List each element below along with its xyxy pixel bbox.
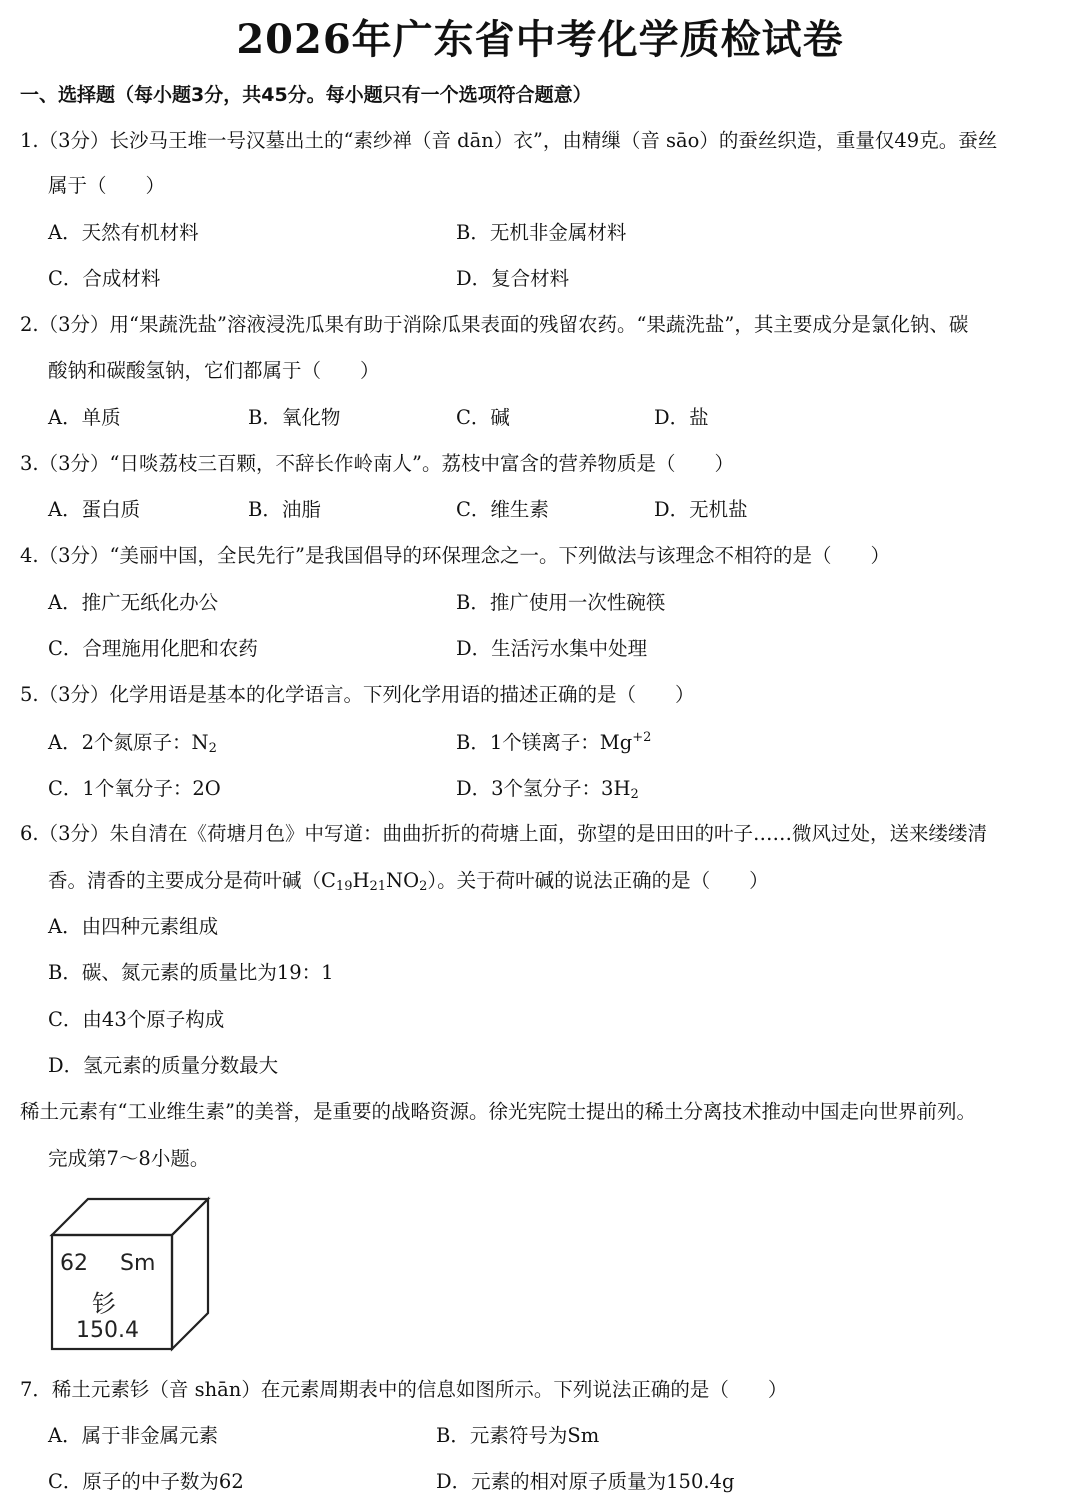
element-symbol: Sm [120, 1251, 156, 1276]
q4-option-b: B．推广使用一次性碗筷 [456, 591, 666, 614]
q4-stem-line1: 4.（3分）“美丽中国，全民先行”是我国倡导的环保理念之一。下列做法与该理念不相符的是（ ） [20, 544, 890, 567]
q2-option-b: B．氧化物 [248, 406, 341, 429]
q7-stem-line1: 7．稀土元素钐（音 shān）在元素周期表中的信息如图所示。下列说法正确的是（ ） [20, 1378, 788, 1401]
q6-option-a: A．由四种元素组成 [48, 915, 219, 938]
q4-option-c: C．合理施用化肥和农药 [48, 637, 258, 660]
q2-option-c: C．碱 [456, 406, 510, 429]
atomic-number: 62 [60, 1251, 88, 1276]
q5-option-b: B．1个镁离子：$Mg^{+2}$ [456, 730, 652, 754]
q3-stem-line1: 3.（3分）“日啖荔枝三百颗，不辞长作岭南人”。荔枝中富含的营养物质是（ ） [20, 452, 734, 475]
element-cell-figure [48, 1195, 212, 1353]
q6-stem-line1: 6.（3分）朱自清在《荷塘月色》中写道：曲曲折折的荷塘上面，弥望的是田田的叶子……微风过处，送来缕缕清 [20, 822, 988, 845]
q5-option-c: C．1个氧分子：2O [48, 777, 221, 800]
q3-option-a: A．蛋白质 [48, 498, 141, 521]
q1-option-b: B．无机非金属材料 [456, 221, 627, 244]
intro-line1: 稀土元素有“工业维生素”的美誉，是重要的战略资源。徐光宪院士提出的稀土分离技术推动中国走向世界前列。 [20, 1100, 976, 1123]
q6-stem-line2: 香。清香的主要成分是荷叶碱$(C_{19}H_{21}NO_2)$。关于荷叶碱的说法正确的是（ ） [48, 869, 769, 894]
q7-option-d: D．元素的相对原子质量为150.4g [436, 1470, 735, 1493]
q4-option-d: D．生活污水集中处理 [456, 637, 648, 660]
q2-option-a: A．单质 [48, 406, 121, 429]
q1-stem-line2: 属于（ ） [48, 174, 166, 197]
q6-option-c: C．由43个原子构成 [48, 1008, 225, 1031]
q3-option-c: C．维生素 [456, 498, 549, 521]
q6-option-d: D．氢元素的质量分数最大 [48, 1054, 279, 1077]
q5-stem-line1: 5.（3分）化学用语是基本的化学语言。下列化学用语的描述正确的是（ ） [20, 683, 695, 706]
section-heading: 一、选择题（每小题3分，共45分。每小题只有一个选项符合题意） [20, 84, 592, 106]
intro-line2: 完成第7～8小题。 [48, 1147, 210, 1170]
q5-option-d: D．3个氢分子：$3H_2$ [456, 777, 639, 802]
q3-option-b: B．油脂 [248, 498, 321, 521]
q6-option-b: B．碳、氮元素的质量比为19：1 [48, 961, 334, 984]
q7-option-a: A．属于非金属元素 [48, 1424, 219, 1447]
q1-option-c: C．合成材料 [48, 267, 161, 290]
q2-stem-line2: 酸钠和碳酸氢钠，它们都属于（ ） [48, 359, 380, 382]
q3-option-d: D．无机盐 [654, 498, 748, 521]
q2-option-d: D．盐 [654, 406, 709, 429]
q5-option-a: A．2个氮原子：$N_2$ [48, 731, 217, 756]
page-title: 2026年广东省中考化学质检试卷 [236, 16, 844, 63]
q1-option-a: A．天然有机材料 [48, 221, 199, 244]
atomic-mass: 150.4 [76, 1318, 139, 1343]
q1-stem-line1: 1.（3分）长沙马王堆一号汉墓出土的“素纱禅（音 dān）衣”，由精缫（音 sāo）的蚕丝织造，重量仅49克。蚕丝 [20, 129, 998, 152]
q7-option-b: B．元素符号为Sm [436, 1424, 600, 1447]
q1-option-d: D．复合材料 [456, 267, 570, 290]
element-name: 钐 [92, 1290, 116, 1318]
q4-option-a: A．推广无纸化办公 [48, 591, 219, 614]
q7-option-c: C．原子的中子数为62 [48, 1470, 244, 1493]
q2-stem-line1: 2.（3分）用“果蔬洗盐”溶液浸洗瓜果有助于消除瓜果表面的残留农药。“果蔬洗盐”，其主要成分是氯化钠、碳 [20, 313, 969, 336]
